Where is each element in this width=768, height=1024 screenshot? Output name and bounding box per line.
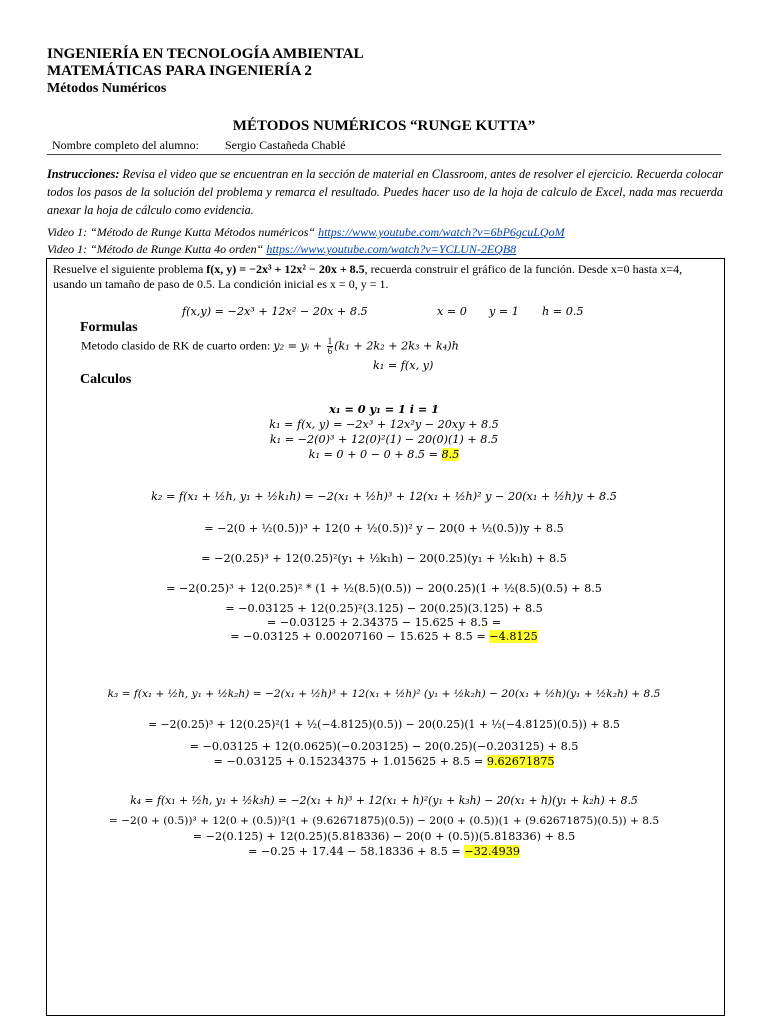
k3-line-3: = −0.03125 + 12(0.0625)(−0.203125) − 20(0.25)(−0.203125) + 8.5 <box>189 740 579 753</box>
k2-line-4: = −2(0.25)³ + 12(0.25)² * (1 + ½(8.5)(0.5)) − 20(0.25)(1 + ½(8.5)(0.5) + 8.5 <box>166 582 602 595</box>
rk-fraction-numerator: 1 <box>327 336 333 346</box>
document-title: MÉTODOS NUMÉRICOS “RUNGE KUTTA” <box>232 118 536 134</box>
k4-line-4-text: = −0.25 + 17.44 − 58.18336 + 8.5 = <box>248 845 465 858</box>
rk-formula <box>81 337 459 356</box>
given-h: h = 0.5 <box>542 305 584 318</box>
instructions <box>47 165 723 219</box>
k4-line-1: k₄ = f(x₁ + ½h, y₁ + ½k₃h) = −2(x₁ + h)³ + 12(x₁ + h)²(y₁ + k₃h) − 20(x₁ + h)(y₁ + k₂h) + 8.5 <box>130 794 638 807</box>
calculos-heading: Calculos <box>80 372 132 387</box>
k2-line-7 <box>0 630 768 643</box>
k1-line-3-text: k₁ = 0 + 0 − 0 + 8.5 = <box>308 448 442 461</box>
k2-line-5: = −0.03125 + 12(0.25)²(3.125) − 20(0.25)(3.125) + 8.5 <box>225 602 543 615</box>
k2-line-3: = −2(0.25)³ + 12(0.25)²(y₁ + ½k₁h) − 20(0.25)(y₁ + ½k₁h) + 8.5 <box>201 552 567 565</box>
k4-result: −32.4939 <box>464 845 520 858</box>
video-2-link[interactable]: https://www.youtube.com/watch?v=YCLUN-2EQB8 <box>266 242 517 256</box>
k4-line-4 <box>0 845 768 858</box>
header-course: MATEMÁTICAS PARA INGENIERÍA 2 <box>47 63 312 79</box>
k3-line-2: = −2(0.25)³ + 12(0.25)²(1 + ½(−4.8125)(0.5)) − 20(0.25)(1 + ½(−4.8125)(0.5)) + 8.5 <box>148 718 620 731</box>
k2-line-7-text: = −0.03125 + 0.00207160 − 15.625 + 8.5 = <box>230 630 490 643</box>
k1-line-2: k₁ = −2(0)³ + 12(0)²(1) − 20(0)(1) + 8.5 <box>269 433 499 446</box>
k4-line-3: = −2(0.125) + 12(0.25)(5.818336) − 20(0 + (0.5))(5.818336) + 8.5 <box>192 830 576 843</box>
problem-suffix: , recuerda construir el gráfico de la función. Desde x=0 hasta x=4, usando un tamaño de paso de 0.5. La condición inicial es x = 0, y = 1. <box>53 262 683 291</box>
rk-left: y₂ = yᵢ + <box>273 339 326 353</box>
rk-label: Metodo clasido de RK de cuarto orden: <box>81 338 274 353</box>
formulas-heading: Formulas <box>80 320 138 335</box>
k1-line-1: k₁ = f(x, y) = −2x³ + 12x²y − 20xy + 8.5 <box>269 418 499 431</box>
k1-result: 8.5 <box>441 448 460 461</box>
k1-definition: k₁ = f(x, y) <box>373 359 434 372</box>
k2-line-1: k₂ = f(x₁ + ½h, y₁ + ½k₁h) = −2(x₁ + ½h)³ + 12(x₁ + ½h)² y − 20(x₁ + ½h)y + 8.5 <box>151 490 617 503</box>
k2-line-2: = −2(0 + ½(0.5))³ + 12(0 + ½(0.5))² y − 20(0 + ½(0.5))y + 8.5 <box>204 522 564 535</box>
k3-line-4 <box>0 755 768 768</box>
rk-right: (k₁ + 2k₂ + 2k₃ + k₄)h <box>334 339 459 353</box>
given-function: f(x,y) = −2x³ + 12x² − 20x + 8.5 <box>182 305 368 318</box>
video-2-label: Video 1: “Método de Runge Kutta 4o orden“ <box>47 242 264 256</box>
k1-line-3 <box>0 448 768 461</box>
rk-fraction <box>327 337 334 356</box>
video-1-link[interactable]: https://www.youtube.com/watch?v=6bP6gcuLQoM <box>318 225 565 239</box>
k3-result: 9.62671875 <box>486 755 555 768</box>
student-name-value: Sergio Castañeda Chablé <box>225 138 346 152</box>
rk-fraction-denominator: 6 <box>327 346 333 356</box>
student-name-label: Nombre completo del alumno: <box>52 138 199 152</box>
k2-line-6: = −0.03125 + 2.34375 − 15.625 + 8.5 = <box>266 616 502 629</box>
header-institution: INGENIERÍA EN TECNOLOGÍA AMBIENTAL <box>47 46 364 62</box>
header-topic: Métodos Numéricos <box>47 81 167 96</box>
video-1-label: Video 1: “Método de Runge Kutta Métodos numéricos“ <box>47 225 316 239</box>
instructions-text: Revisa el video que se encuentran en la sección de material en Classroom, antes de resolver el ejercicio. Recuerda colocar todos los pasos de la solución del problema y remarca el resultado. Puedes hacer uso de la hoja de calculo de Excel, nada mas recuerda anexar la hoja de cálculo como evidencia. <box>47 167 723 217</box>
k2-result: −4.8125 <box>489 630 538 643</box>
video-reference-1 <box>47 225 565 240</box>
given-x0: x = 0 <box>437 305 467 318</box>
problem-statement <box>53 262 718 292</box>
k3-line-4-text: = −0.03125 + 0.15234375 + 1.015625 + 8.5 = <box>213 755 487 768</box>
problem-function: f(x, y) = −2x³ + 12x² − 20x + 8.5 <box>206 262 365 276</box>
student-name-row <box>47 137 721 155</box>
problem-prefix: Resuelve el siguiente problema <box>53 262 207 276</box>
initial-values: x₁ = 0 y₁ = 1 i = 1 <box>329 402 439 416</box>
k4-line-2: = −2(0 + (0.5))³ + 12(0 + (0.5))²(1 + (9.62671875)(0.5)) − 20(0 + (0.5))(1 + (9.62671875)(0.5)) + 8.5 <box>108 815 660 827</box>
given-y0: y = 1 <box>489 305 519 318</box>
instructions-label: Instrucciones: <box>47 167 120 181</box>
k3-line-1: k₃ = f(x₁ + ½h, y₁ + ½k₂h) = −2(x₁ + ½h)³ + 12(x₁ + ½h)² (y₁ + ½k₂h) − 20(x₁ + ½h)(y₁ + ½k₂h) + 8.5 <box>107 688 661 700</box>
video-reference-2 <box>47 242 516 257</box>
